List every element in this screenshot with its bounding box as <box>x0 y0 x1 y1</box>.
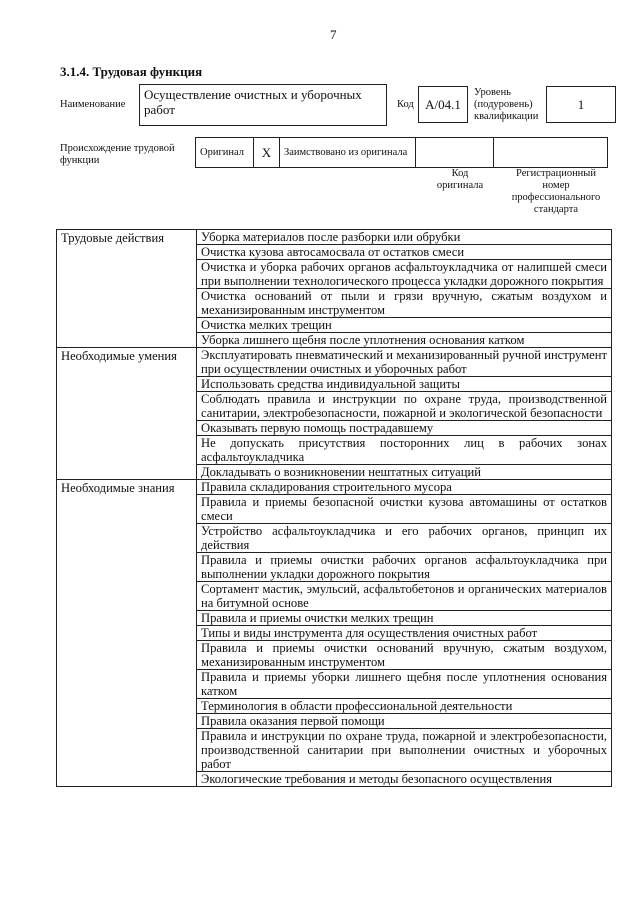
function-details-table <box>56 229 612 787</box>
section-item: Очистка оснований от пыли и грязи вручную, сжатым воздухом и механизированным инструментом <box>197 289 612 318</box>
name-value-box: Осуществление очистных и уборочных работ <box>139 84 387 126</box>
section-item: Очистка кузова автосамосвала от остатков смеси <box>197 245 612 260</box>
section-item: Правила и приемы безопасной очистки кузова автомашины от остатков смеси <box>197 495 612 524</box>
code-original-cell <box>416 138 494 168</box>
borrowed-label: Заимствовано из оригинала <box>280 138 416 168</box>
section-item: Устройство асфальтоукладчика и его рабочих органов, принцип их действия <box>197 524 612 553</box>
origin-table <box>195 137 608 168</box>
reg-number-label: Регистрационный номер профессионального стандарта <box>511 168 601 215</box>
section-item: Уборка материалов после разборки или обрубки <box>197 230 612 245</box>
section-item: Соблюдать правила и инструкции по охране труда, производственной санитарии, электробезопасности, пожарной и экологической безопасности <box>197 392 612 421</box>
section-item: Докладывать о возникновении нештатных ситуаций <box>197 465 612 480</box>
section-item: Правила складирования строительного мусора <box>197 480 612 495</box>
section-category: Необходимые знания <box>57 480 197 787</box>
level-value-box: 1 <box>546 86 616 123</box>
original-label: Оригинал <box>196 138 254 168</box>
table-row <box>57 480 612 495</box>
section-item: Оказывать первую помощь пострадавшему <box>197 421 612 436</box>
section-item: Уборка лишнего щебня после уплотнения основания катком <box>197 333 612 348</box>
section-item: Правила оказания первой помощи <box>197 714 612 729</box>
section-item: Сортамент мастик, эмульсий, асфальтобетонов и органических материалов на битумной основе <box>197 582 612 611</box>
page-number: 7 <box>330 27 337 42</box>
section-item: Правила и приемы уборки лишнего щебня после уплотнения основания катком <box>197 670 612 699</box>
origin-label: Происхождение трудовой функции <box>60 143 175 166</box>
section-item: Правила и приемы очистки оснований вручную, сжатым воздухом, механизированным инструментом <box>197 641 612 670</box>
section-item: Экологические требования и методы безопасного осуществления <box>197 772 612 787</box>
level-label: Уровень (подуровень) квалификации <box>474 87 539 122</box>
section-item: Типы и виды инструмента для осуществления очистных работ <box>197 626 612 641</box>
section-category: Необходимые умения <box>57 348 197 480</box>
section-item: Очистка и уборка рабочих органов асфальтоукладчика от налипшей смеси при выполнении технологического процесса укладки дорожного покрытия <box>197 260 612 289</box>
section-item: Использовать средства индивидуальной защиты <box>197 377 612 392</box>
section-item: Правила и приемы очистки мелких трещин <box>197 611 612 626</box>
code-value-box: А/04.1 <box>418 86 468 123</box>
section-item: Не допускать присутствия посторонних лиц в рабочих зонах асфальтоукладчика <box>197 436 612 465</box>
section-category: Трудовые действия <box>57 230 197 348</box>
section-item: Терминология в области профессиональной деятельности <box>197 699 612 714</box>
section-item: Очистка мелких трещин <box>197 318 612 333</box>
table-row <box>57 230 612 245</box>
original-mark: X <box>254 138 280 168</box>
section-item: Эксплуатировать пневматический и механизированный ручной инструмент при осуществлении очистных и уборочных работ <box>197 348 612 377</box>
section-item: Правила и приемы очистки рабочих органов асфальтоукладчика при выполнении укладки дорожного покрытия <box>197 553 612 582</box>
table-row <box>57 348 612 377</box>
section-item: Правила и инструкции по охране труда, пожарной и электробезопасности, производственной санитарии при выполнении очистных и уборочных работ <box>197 729 612 772</box>
reg-number-cell <box>494 138 608 168</box>
code-label: Код <box>397 99 414 110</box>
code-original-label: Код оригинала <box>436 168 484 191</box>
name-label: Наименование <box>60 99 126 110</box>
section-title: 3.1.4. Трудовая функция <box>60 64 203 79</box>
